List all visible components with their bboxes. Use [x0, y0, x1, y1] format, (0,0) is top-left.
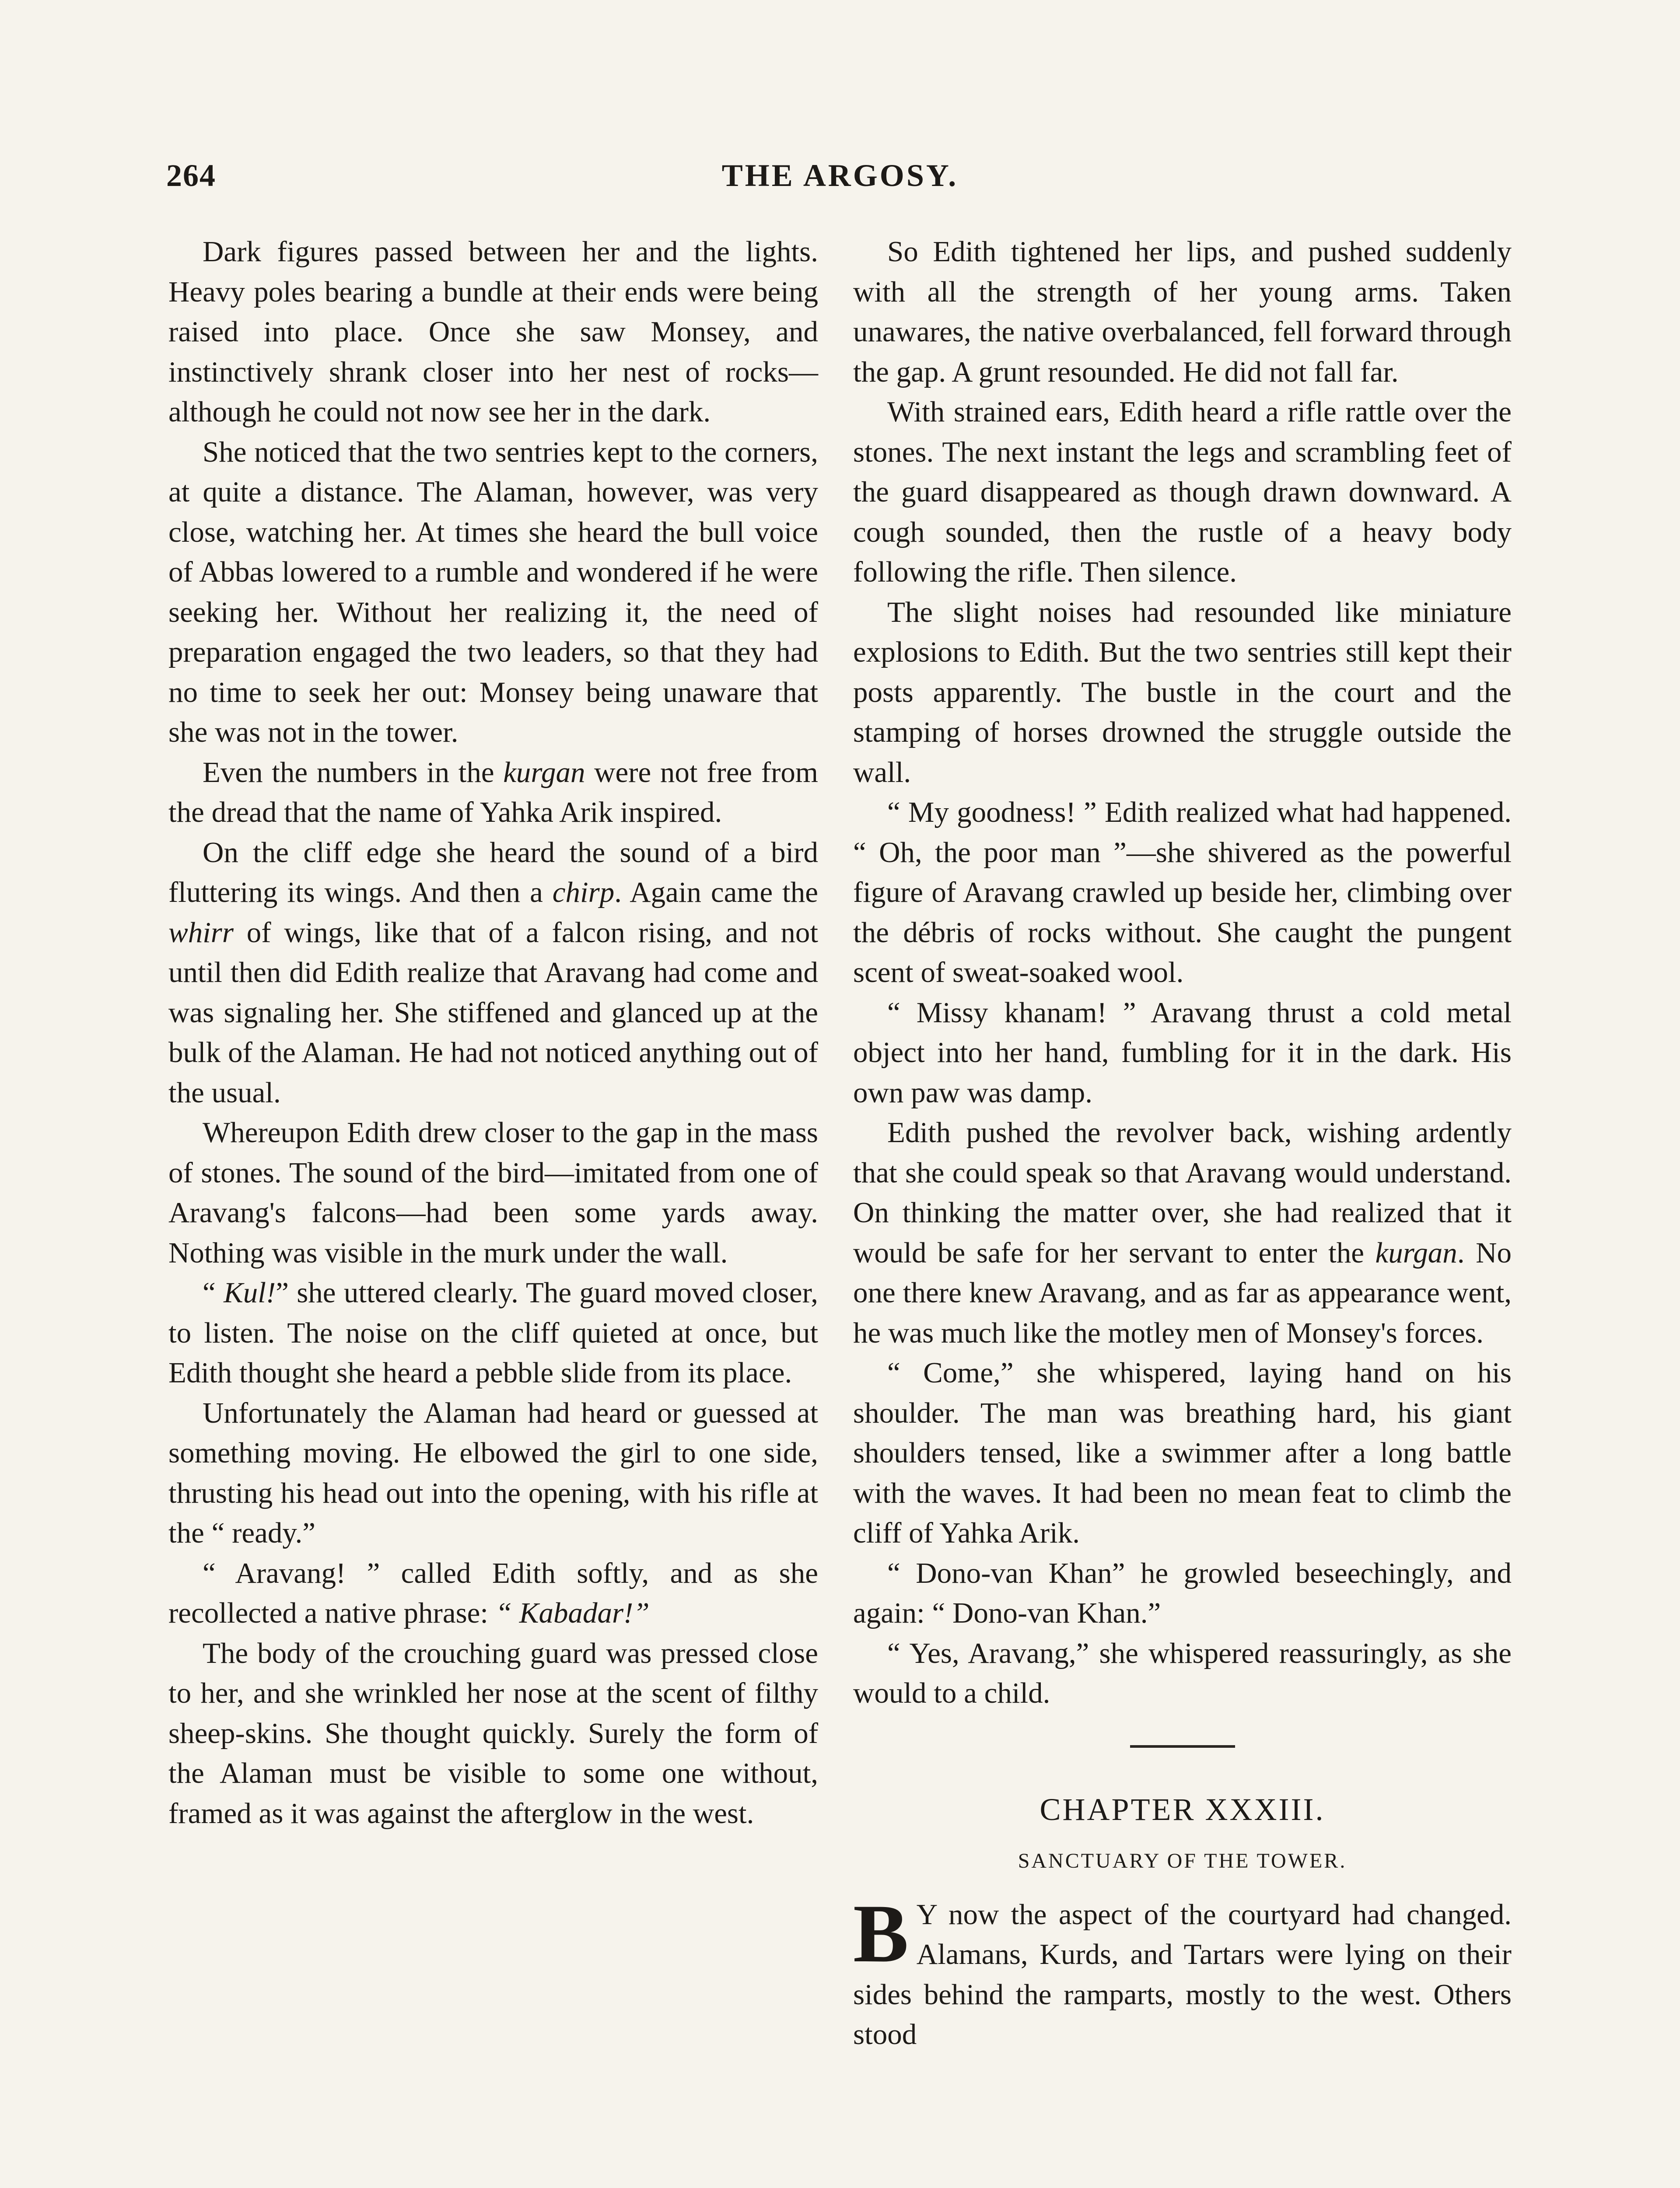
italic-text: kurgan: [503, 756, 585, 789]
italic-text: whirr: [168, 916, 234, 949]
paragraph-text: were not free from the dread that the name of Yahka Arik inspired.: [168, 756, 819, 828]
left-column-paragraph: [168, 1393, 818, 1553]
drop-cap: B: [853, 1887, 909, 1980]
right-column-paragraph: [853, 232, 1512, 392]
section-divider: [1130, 1745, 1235, 1748]
paragraph-text: . Again came the: [614, 876, 818, 908]
paragraph-text: She noticed that the two sentries kept to the corners, at quite a distance. The Alaman, however, was very close, watching her. At times she heard the bull voice of Abbas lowered to a rumble and wondered if he were seeking her. Without her realizing it, the need of preparation engaged the two leaders, so that they had no time to seek her out: Monsey being unaware that she was not in the tower.: [168, 435, 818, 748]
left-column-paragraph: [168, 833, 818, 1113]
italic-text: Kul!: [224, 1276, 276, 1309]
italic-text: kurgan: [1375, 1236, 1457, 1269]
paragraph-text: “ My goodness! ” Edith realized what had happened. “ Oh, the poor man ”—she shivered as the powerful figure of Aravang crawled up beside her, climbing over the débris of rocks without. She caught the pungent scent of sweat-soaked wool.: [853, 796, 1512, 989]
left-column-paragraph: [168, 1553, 818, 1634]
right-column-paragraph: [853, 792, 1512, 993]
right-column-paragraph: [853, 1553, 1512, 1634]
left-column-paragraph: [168, 1113, 818, 1273]
chapter-opening-paragraph: [853, 1887, 1512, 2055]
paragraph-text: The body of the crouching guard was pressed close to her, and she wrinkled her nose at the scent of filthy sheep-skins. She thought quickly. Surely the form of the Alaman must be visible to some one without, framed as it was against the afterglow in the west.: [168, 1637, 818, 1830]
right-column: [853, 232, 1512, 2055]
paragraph-text: . No one there knew Aravang, and as far as appearance went, he was much like the motley men of Monsey's forces.: [853, 1236, 1512, 1349]
left-column-paragraph: [168, 1273, 818, 1393]
paragraph-text: ” she uttered clearly. The guard moved closer, to listen. The noise on the cliff quieted at once, but Edith thought she heard a pebble slide from its place.: [168, 1276, 818, 1389]
italic-text: “ Kabadar!”: [495, 1597, 650, 1629]
left-column-paragraph: [168, 753, 818, 833]
right-column-paragraph: [853, 1353, 1512, 1553]
paragraph-text: of wings, like that of a falcon rising, and not until then did Edith realize that Aravang had come and was signaling her. She stiffened and glanced up at the bulk of the Alaman. He had not noticed anything out of the usual.: [168, 916, 818, 1109]
right-column-paragraph: [853, 1113, 1512, 1353]
chapter-subtitle: SANCTUARY OF THE TOWER.: [1018, 1849, 1347, 1872]
right-column-paragraph: [853, 993, 1512, 1113]
paragraph-text: “ Dono-van Khan” he growled beseechingly, and again: “ Dono-van Khan.”: [853, 1557, 1512, 1629]
right-column-paragraph: [853, 1634, 1512, 1714]
chapter-opening-text: Y now the aspect of the courtyard had changed. Alamans, Kurds, and Tartars were lying on their sides behind the ramparts, mostly to the west. Others stood: [853, 1898, 1512, 2051]
page-header: [166, 158, 1514, 206]
paragraph-text: Dark figures passed between her and the lights. Heavy poles bearing a bundle at their ends were being raised into place. Once she saw Monsey, and instinctively shrank closer into her nest of rocks—although he could not now see her in the dark.: [168, 235, 818, 428]
paragraph-text: “ Come,” she whispered, laying hand on his shoulder. The man was breathing hard, his giant shoulders tensed, like a swimmer after a long battle with the waves. It had been no mean feat to climb the cliff of Yahka Arik.: [853, 1357, 1512, 1549]
paragraph-text: Edith pushed the revolver back, wishing ardently that she could speak so that Aravang would understand. On thinking the matter over, she had realized that it would be safe for her servant to enter the: [853, 1116, 1512, 1269]
paragraph-text: “ Missy khanam! ” Aravang thrust a cold metal object into her hand, fumbling for it in the dark. His own paw was damp.: [853, 996, 1512, 1109]
page-number: 264: [166, 158, 216, 193]
paragraph-text: “ Yes, Aravang,” she whispered reassuringly, as she would to a child.: [853, 1637, 1512, 1709]
paragraph-text: So Edith tightened her lips, and pushed suddenly with all the strength of her young arms. Taken unawares, the native overbalanced, fell forward through the gap. A grunt resounded. He did not fall far.: [853, 235, 1512, 388]
right-column-paragraph: [853, 392, 1512, 593]
left-column-paragraph: [168, 1634, 818, 1834]
paragraph-text: On the cliff edge she heard the sound of a bird fluttering its wings. And then a: [168, 836, 818, 908]
paragraph-text: Even the numbers in the: [203, 756, 504, 789]
right-column-paragraph: [853, 593, 1512, 793]
paragraph-text: Whereupon Edith drew closer to the gap in the mass of stones. The sound of the bird—imitated from one of Aravang's falcons—had been some yards away. Nothing was visible in the murk under the wall.: [168, 1116, 818, 1269]
left-column: [168, 232, 818, 1834]
paragraph-text: With strained ears, Edith heard a rifle rattle over the stones. The next instant the legs and scrambling feet of the guard disappeared as though drawn downward. A cough sounded, then the rustle of a heavy body following the rifle. Then silence.: [853, 396, 1512, 588]
left-column-paragraph: [168, 432, 818, 753]
paragraph-text: “ Aravang! ” called Edith softly, and as she recollected a native phrase:: [168, 1557, 818, 1629]
chapter-title: CHAPTER XXXIII.: [1040, 1792, 1325, 1827]
running-title: THE ARGOSY.: [721, 158, 959, 193]
paragraph-text: “: [203, 1276, 224, 1309]
right-column-text: [853, 232, 1512, 1714]
italic-text: chirp: [552, 876, 615, 908]
left-column-paragraph: [168, 232, 818, 432]
paragraph-text: Unfortunately the Alaman had heard or guessed at something moving. He elbowed the girl to one side, thrusting his head out into the opening, with his rifle at the “ ready.”: [168, 1396, 818, 1549]
paragraph-text: The slight noises had resounded like miniature explosions to Edith. But the two sentries still kept their posts apparently. The bustle in the court and the stamping of horses drowned the struggle outside the wall.: [853, 596, 1512, 789]
